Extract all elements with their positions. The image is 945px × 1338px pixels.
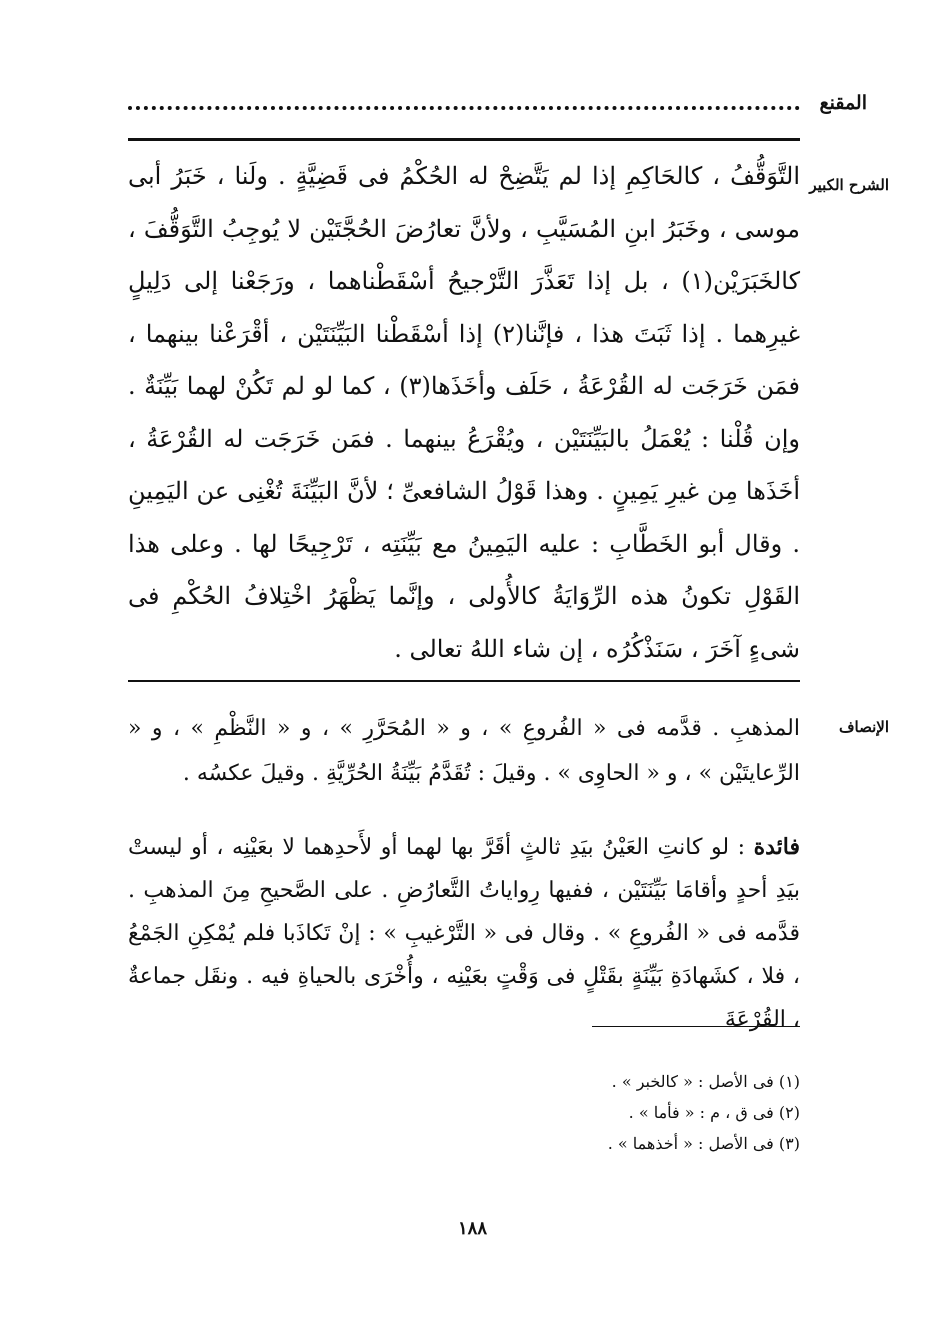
footnote-3: (٣) فى الأصل : « أخذهما » . bbox=[607, 1134, 800, 1153]
footnotes bbox=[608, 1066, 800, 1159]
header-rule bbox=[128, 138, 800, 141]
section-divider bbox=[128, 680, 800, 682]
commentary-side-label: الشرح الكبير bbox=[809, 176, 889, 194]
page-header-title: المقنع bbox=[819, 92, 867, 114]
page-number: ١٨٨ bbox=[457, 1218, 487, 1239]
header-dotted-rule bbox=[128, 106, 800, 110]
faida-paragraph bbox=[128, 826, 800, 1041]
commentary-text: التَّوَقُّفُ ، كالحَاكِمِ إذا لم يَتَّضِحْ له الحُكْمُ فى قَضِيَّةٍ . ولَنا ، خَبَرُ أبى موسى ، وخَبَرُ ابنِ المُسَيَّبِ ، ولأنَّ تعارُضَ الحُجَّتَيْن لا يُوجِبُ التَّوَقُّفَ ، كالخَبَرَيْن(١) ، بل إذا تَعَذَّرَ التَّرْجيحُ أسْقَطْناهما ، ورَجَعْنا إلى دَلِيلٍ غيرِهما . إذا ثَبَتَ هذا ، فإنَّنا(٢) إذا أسْقَطْنا البَيِّنَتَيْن ، أقْرَعْنا بينهما ، فمَن خَرَجَت له القُرْعَةُ ، حَلَف وأخَذَها(٣) ، كما لو لم تَكُنْ لهما بَيِّنَةٌ . وإن قُلْنا : يُعْمَلُ بالبَيِّنَتَيْن ، ويُقْرَعُ بينهما . فمَن خَرَجَت له القُرْعَةُ ، أخَذَها مِن غيرِ يَمِينٍ . وهذا قَوْلُ الشافعىِّ ؛ لأنَّ البَيِّنَةَ تُغْنِى عن اليَمِينِ . وقال أبو الخَطَّابِ : عليه اليَمِينُ مع بَيِّنَتِه ، تَرْجِيحًا لها . وعلى هذا القَوْلِ تكونُ هذه الرِّوَايَةُ كالأُولى ، وإنَّما يَظْهَرُ اخْتِلافُ الحُكْمِ فى شىءٍ آخَرَ ، سَنَذْكُرُه ، إن شاء اللهُ تعالى . bbox=[128, 162, 801, 663]
footnote-rule bbox=[592, 1026, 800, 1027]
insaf-text: المذهبِ . قدَّمه فى « الفُروعِ » ، و « المُحَرَّرِ » ، و « النَّظْمِ » ، و « الرِّعايتَيْن » ، و « الحاوِى » . وقيلَ : تُقَدَّمُ بَيِّنَةُ الحُرِّيَّةِ . وقيلَ عكسُه . bbox=[128, 716, 800, 786]
footnote-1: (١) فى الأصل : « كالخبر » . bbox=[611, 1072, 800, 1091]
faida-label: فائدة bbox=[753, 834, 800, 860]
footnote-2: (٢) فى ق ، م : « فأما » . bbox=[628, 1103, 800, 1122]
insaf-side-label: الإنصاف bbox=[838, 718, 889, 736]
faida-text: : لو كانتِ العَيْنُ بيَدِ ثالثٍ أقَرَّ بها لهما أو لأَحدِهما لا بعَيْنِه ، أو ليستْ بيَدِ أحدٍ وأقامَا بَيِّنَتَيْن ، ففيها رِواياتُ التَّعارُضِ . على الصَّحيحِ مِنَ المذهبِ . قدَّمه فى « الفُروعِ » . وقال فى « التَّرْغيبِ » : إنْ تَكاذَبا فلم يُمْكِنِ الجَمْعُ ، فلا ، كشَهادَةِ بَيِّنَةٍ بقَتْلٍ فى وَقْتٍ بعَيْنِه ، وأُخْرَى بالحياةِ فيه . ونقَل جماعةٌ ، القُرْعَةَ bbox=[128, 835, 800, 1032]
